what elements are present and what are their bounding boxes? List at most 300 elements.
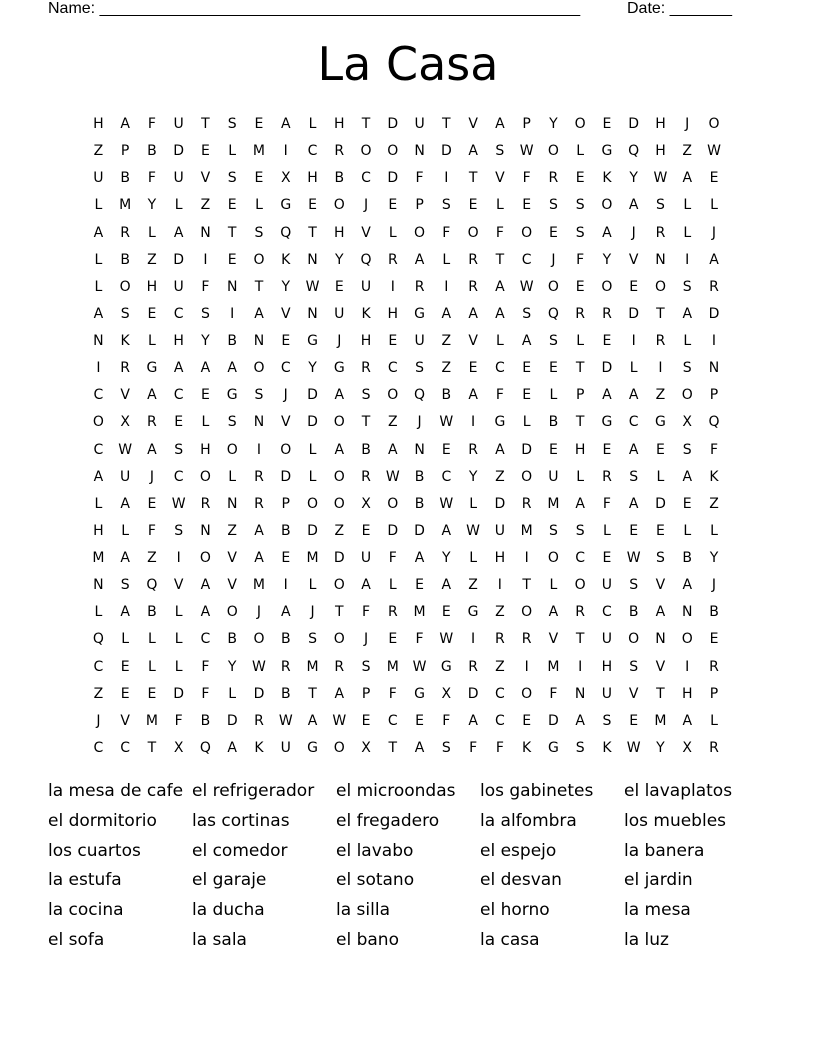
grid-letter: R (575, 604, 586, 621)
grid-letter: R (655, 333, 666, 349)
grid-letter: T (201, 116, 210, 132)
grid-letter: S (656, 197, 665, 214)
grid-letter: R (361, 360, 371, 377)
grid-letter: O (306, 495, 319, 512)
grid-letter: E (441, 604, 451, 621)
grid-letter: S (254, 224, 264, 241)
grid-letter: L (388, 224, 397, 241)
word-bank-item: la cocina (48, 900, 124, 921)
grid-letter: E (602, 550, 612, 566)
word-bank-item: el lavabo (336, 840, 414, 861)
grid-letter: Q (708, 414, 720, 431)
grid-letter: O (253, 251, 265, 268)
grid-letter: A (548, 604, 559, 621)
grid-letter: U (548, 468, 559, 485)
grid-letter: R (254, 495, 264, 512)
grid-letter: A (120, 604, 130, 621)
grid-letter: E (468, 197, 478, 214)
grid-letter: R (468, 278, 478, 295)
grid-letter: S (415, 360, 425, 377)
grid-letter: E (147, 495, 157, 512)
grid-letter: D (494, 495, 506, 512)
grid-letter: H (307, 170, 318, 187)
grid-letter: U (173, 170, 184, 187)
grid-letter: N (708, 360, 720, 377)
grid-letter: A (441, 577, 452, 594)
grid-letter: I (283, 143, 288, 160)
grid-letter: E (522, 712, 532, 729)
grid-letter: D (307, 414, 318, 431)
grid-letter: L (549, 577, 558, 594)
grid-letter: H (173, 333, 184, 349)
grid-letter: E (254, 116, 264, 132)
grid-letter: A (361, 577, 371, 594)
grid-letter: R (361, 468, 371, 485)
grid-letter: W (385, 468, 400, 485)
grid-letter: F (388, 550, 397, 566)
grid-letter: I (578, 658, 583, 675)
grid-letter: C (173, 305, 184, 322)
grid-letter: L (629, 360, 638, 377)
grid-letter: A (254, 305, 264, 322)
grid-letter: F (442, 712, 451, 729)
grid-letter: L (228, 143, 237, 160)
grid-letter: I (283, 577, 288, 594)
grid-letter: R (334, 143, 345, 160)
grid-letter: Z (495, 658, 505, 675)
grid-letter: G (601, 143, 613, 160)
grid-letter: R (521, 495, 532, 512)
grid-letter: F (469, 739, 478, 756)
grid-letter: Y (442, 550, 451, 566)
grid-letter: O (333, 197, 345, 214)
grid-letter: T (361, 116, 371, 132)
grid-letter: G (655, 414, 666, 431)
grid-letter: E (548, 224, 558, 241)
grid-letter: R (120, 360, 131, 377)
grid-letter: K (709, 468, 719, 485)
grid-letter: J (96, 712, 101, 729)
grid-letter: N (253, 333, 265, 349)
grid-letter: I (96, 360, 101, 377)
grid-letter: N (200, 224, 211, 241)
grid-letter: B (147, 604, 157, 621)
grid-letter: Y (656, 739, 665, 756)
grid-letter: T (442, 116, 451, 132)
grid-letter: A (628, 387, 639, 404)
grid-letter: U (601, 577, 613, 594)
grid-letter: O (521, 224, 533, 241)
grid-letter: E (656, 522, 665, 539)
grid-letter: K (361, 305, 371, 322)
grid-letter: M (119, 197, 132, 214)
grid-letter: E (522, 360, 532, 377)
grid-letter: R (468, 658, 478, 675)
grid-letter: E (120, 685, 130, 702)
grid-letter: L (442, 251, 451, 268)
grid-letter: C (120, 739, 131, 756)
grid-letter: A (709, 251, 719, 268)
grid-letter: S (548, 333, 558, 349)
grid-letter: K (120, 333, 130, 349)
grid-letter: W (626, 739, 641, 756)
grid-letter: T (227, 224, 237, 241)
grid-letter: D (708, 305, 720, 322)
grid-letter: J (631, 224, 636, 241)
grid-letter: F (549, 685, 558, 702)
grid-letter: O (547, 550, 559, 566)
grid-letter: N (307, 251, 318, 268)
grid-letter: B (120, 251, 130, 268)
grid-letter: A (227, 360, 237, 377)
grid-letter: T (575, 360, 585, 377)
grid-letter: Z (334, 522, 345, 539)
grid-letter: L (469, 550, 477, 566)
grid-letter: R (468, 251, 478, 268)
grid-letter: H (200, 441, 211, 458)
grid-letter: I (524, 550, 529, 566)
grid-letter: S (656, 550, 665, 566)
grid-letter: M (252, 577, 266, 594)
grid-letter: C (521, 251, 532, 268)
grid-letter: D (440, 143, 452, 160)
grid-letter: H (601, 658, 613, 675)
grid-letter: F (495, 739, 504, 756)
grid-letter: W (278, 712, 293, 729)
grid-letter: T (495, 251, 505, 268)
grid-letter: V (628, 685, 639, 702)
grid-letter: D (173, 685, 185, 702)
grid-letter: P (361, 685, 371, 702)
grid-letter: R (655, 224, 666, 241)
grid-letter: H (146, 278, 158, 295)
grid-letter: Z (655, 387, 666, 404)
grid-letter: A (495, 116, 505, 132)
grid-letter: U (360, 278, 372, 295)
grid-letter: N (655, 631, 666, 648)
grid-letter: G (547, 739, 559, 756)
grid-letter: P (120, 143, 130, 160)
grid-letter: H (655, 116, 666, 132)
grid-letter: C (494, 712, 505, 729)
grid-letter: W (519, 278, 534, 295)
grid-letter: I (230, 305, 235, 322)
grid-letter: Z (682, 143, 693, 160)
grid-letter: S (174, 522, 184, 539)
grid-letter: V (495, 170, 505, 187)
grid-letter: B (120, 170, 130, 187)
grid-letter: O (521, 604, 533, 621)
grid-letter: G (307, 333, 318, 349)
puzzle-title: La Casa (317, 37, 499, 91)
grid-letter: A (334, 441, 345, 458)
grid-letter: E (254, 170, 264, 187)
grid-letter: H (360, 333, 372, 349)
word-bank (48, 779, 768, 958)
grid-letter: J (256, 604, 262, 621)
grid-letter: S (441, 739, 451, 756)
grid-letter: E (147, 305, 157, 322)
grid-letter: S (120, 577, 130, 594)
grid-letter: L (683, 197, 692, 214)
grid-letter: C (575, 550, 586, 566)
grid-letter: U (494, 522, 505, 539)
grid-letter: W (626, 550, 641, 566)
grid-letter: F (201, 685, 210, 702)
grid-letter: I (444, 278, 449, 295)
grid-letter: Q (360, 251, 372, 268)
grid-letter: A (468, 305, 478, 322)
grid-letter: F (495, 387, 504, 404)
grid-letter: D (655, 495, 666, 512)
grid-letter: L (576, 468, 585, 485)
grid-letter: A (468, 387, 478, 404)
grid-letter: K (281, 251, 291, 268)
grid-letter: A (200, 577, 211, 594)
grid-letter: K (602, 739, 612, 756)
grid-letter: L (549, 387, 558, 404)
grid-letter: C (173, 468, 184, 485)
grid-letter: A (628, 441, 639, 458)
grid-letter: E (361, 522, 371, 539)
grid-letter: E (388, 197, 398, 214)
grid-letter: J (149, 468, 154, 485)
grid-letter: M (547, 495, 560, 512)
grid-letter: J (337, 333, 342, 349)
grid-letter: Q (280, 224, 292, 241)
grid-letter: A (388, 441, 398, 458)
grid-letter: Z (468, 577, 478, 594)
grid-letter: L (308, 468, 317, 485)
grid-letter: R (280, 658, 291, 675)
grid-letter: Y (709, 550, 719, 566)
grid-letter: A (682, 712, 693, 729)
grid-letter: H (93, 116, 104, 132)
grid-letter: B (147, 143, 157, 160)
grid-letter: D (226, 712, 238, 729)
grid-letter: O (387, 143, 399, 160)
grid-letter: O (387, 387, 399, 404)
grid-letter: J (551, 251, 556, 268)
grid-letter: I (471, 631, 476, 648)
grid-letter: Y (201, 333, 210, 349)
grid-letter: Y (602, 251, 612, 268)
grid-letter: R (254, 712, 264, 729)
grid-letter: I (711, 333, 717, 349)
grid-letter: Z (441, 360, 452, 377)
word-bank-item: el microondas (336, 781, 456, 801)
grid-letter: I (631, 333, 636, 349)
grid-letter: D (387, 522, 399, 539)
grid-letter: A (628, 197, 639, 214)
grid-letter: F (201, 278, 210, 295)
grid-letter: E (281, 550, 291, 566)
grid-letter: Q (92, 631, 104, 648)
grid-letter: A (120, 550, 130, 566)
grid-letter: O (253, 631, 265, 648)
word-bank-item: el refrigerador (192, 781, 315, 801)
grid-letter: R (548, 170, 559, 187)
grid-letter: Z (495, 468, 505, 485)
grid-letter: S (361, 387, 371, 404)
grid-letter: B (227, 333, 238, 349)
grid-letter: F (415, 631, 424, 648)
grid-letter: T (468, 170, 478, 187)
grid-letter: P (415, 197, 424, 214)
grid-letter: I (685, 658, 690, 675)
grid-letter: C (387, 360, 398, 377)
grid-letter: Y (281, 278, 291, 295)
grid-letter: O (681, 387, 693, 404)
grid-letter: M (520, 522, 533, 539)
grid-letter: T (308, 224, 317, 241)
grid-letter: L (255, 197, 263, 214)
grid-letter: M (306, 658, 319, 675)
grid-letter: E (334, 278, 344, 295)
word-bank-item: los muebles (624, 810, 727, 831)
word-bank-item: el lavaplatos (624, 781, 733, 801)
grid-letter: R (387, 251, 398, 268)
grid-letter: E (629, 278, 639, 295)
grid-letter: H (681, 685, 693, 702)
grid-letter: J (283, 387, 288, 404)
grid-letter: E (656, 441, 665, 458)
grid-letter: E (227, 197, 237, 214)
grid-letter: O (467, 224, 479, 241)
grid-letter: S (575, 739, 585, 756)
word-bank-item: la sala (192, 929, 247, 950)
grid-letter: L (174, 197, 183, 214)
grid-letter: U (414, 116, 425, 132)
grid-letter: C (307, 143, 318, 160)
grid-letter: T (575, 631, 585, 648)
grid-letter: P (575, 387, 585, 404)
grid-letter: S (629, 658, 639, 675)
grid-letter: S (201, 305, 210, 322)
word-bank-item: la luz (624, 929, 669, 950)
grid-letter: J (711, 577, 717, 594)
grid-letter: O (199, 550, 211, 566)
grid-letter: F (388, 685, 397, 702)
grid-letter: R (468, 441, 478, 458)
grid-letter: C (93, 441, 104, 458)
grid-letter: T (361, 414, 371, 431)
word-bank-item: el sotano (336, 870, 415, 891)
grid-letter: S (227, 116, 237, 132)
grid-letter: A (628, 495, 639, 512)
word-bank-item: el garaje (192, 870, 267, 891)
grid-letter: W (439, 414, 454, 431)
grid-letter: N (681, 604, 693, 621)
grid-letter: Y (308, 360, 317, 377)
grid-letter: A (575, 495, 585, 512)
grid-letter: D (280, 468, 292, 485)
grid-letter: L (94, 495, 103, 512)
grid-letter: G (146, 360, 158, 377)
grid-letter: E (468, 360, 478, 377)
grid-letter: E (201, 143, 210, 160)
grid-letter: A (495, 305, 505, 322)
grid-letter: L (308, 441, 317, 458)
grid-letter: D (253, 685, 265, 702)
grid-letter: R (387, 604, 398, 621)
grid-letter: U (280, 739, 291, 756)
grid-letter: E (602, 441, 612, 458)
grid-letter: R (414, 278, 425, 295)
word-bank-item: el jardin (624, 870, 693, 891)
grid-letter: V (655, 658, 666, 675)
grid-letter: R (575, 305, 586, 322)
grid-letter: O (708, 116, 720, 132)
grid-letter: I (203, 251, 208, 268)
grid-letter: V (361, 224, 371, 241)
grid-letter: T (334, 604, 344, 621)
grid-letter: I (390, 278, 395, 295)
grid-letter: O (280, 441, 292, 458)
word-bank-item: la banera (624, 840, 705, 861)
grid-letter: O (333, 739, 345, 756)
word-bank-item: las cortinas (192, 810, 290, 831)
grid-letter: A (120, 116, 130, 132)
grid-letter: A (602, 224, 612, 241)
grid-letter: B (361, 441, 371, 458)
grid-letter: B (280, 631, 291, 648)
grid-letter: U (93, 170, 104, 187)
grid-letter: A (682, 577, 693, 594)
grid-letter: D (628, 116, 640, 132)
grid-letter: C (387, 712, 398, 729)
grid-letter: C (441, 468, 452, 485)
word-bank-item: la mesa (624, 900, 691, 921)
grid-letter: G (307, 739, 318, 756)
grid-letter: B (709, 604, 719, 621)
grid-letter: R (602, 305, 612, 322)
grid-letter: V (120, 712, 130, 729)
grid-letter: L (121, 631, 130, 648)
grid-letter: A (414, 550, 425, 566)
grid-letter: V (120, 387, 130, 404)
grid-letter: I (497, 577, 502, 594)
grid-letter: H (334, 116, 345, 132)
grid-letter: O (92, 414, 104, 431)
grid-letter: O (521, 685, 533, 702)
grid-letter: Z (441, 333, 452, 349)
grid-letter: A (280, 116, 291, 132)
grid-letter: O (521, 468, 533, 485)
word-bank-item: la casa (480, 929, 540, 950)
grid-letter: E (174, 414, 184, 431)
grid-letter: A (602, 387, 612, 404)
word-bank-item: los cuartos (48, 840, 141, 861)
grid-letter: F (522, 170, 531, 187)
grid-letter: G (414, 305, 425, 322)
grid-letter: A (147, 441, 157, 458)
grid-letter: U (173, 116, 184, 132)
grid-letter: W (412, 658, 427, 675)
grid-letter: A (682, 170, 693, 187)
word-bank-item: el desvan (480, 870, 562, 891)
word-bank-item: la alfombra (480, 810, 577, 831)
grid-letter: O (681, 631, 693, 648)
grid-letter: S (441, 197, 451, 214)
grid-letter: U (601, 685, 613, 702)
grid-letter: I (685, 251, 690, 268)
grid-letter: R (334, 658, 345, 675)
grid-letter: X (280, 170, 291, 187)
grid-letter: L (495, 197, 504, 214)
grid-letter: M (413, 604, 426, 621)
grid-letter: E (682, 495, 692, 512)
